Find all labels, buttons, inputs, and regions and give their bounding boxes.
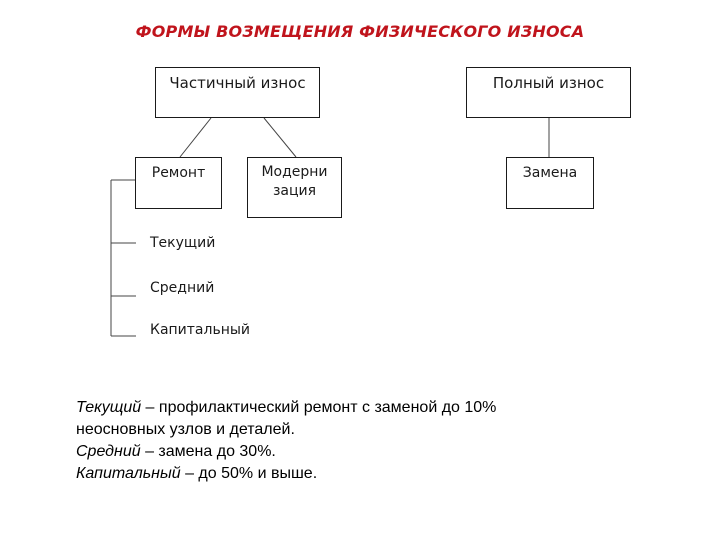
node-repair — [135, 157, 222, 209]
node-partial-wear — [155, 67, 320, 118]
definition-line-4 — [76, 463, 676, 485]
diagram-title: ФОРМЫ ВОЗМЕЩЕНИЯ ФИЗИЧЕСКОГО ИЗНОСА — [135, 22, 585, 41]
definition-term: Текущий — [76, 399, 142, 416]
definition-line-3 — [76, 441, 676, 463]
definition-text: – замена до 30%. — [140, 443, 276, 460]
node-full-wear-label: Полный износ — [492, 74, 605, 92]
connector-partial-repair — [180, 118, 211, 157]
node-full-wear — [466, 67, 631, 118]
connector-partial-modernization — [264, 118, 296, 157]
node-replacement — [506, 157, 594, 209]
repair-type-capital: Капитальный — [150, 322, 251, 338]
node-repair-label: Ремонт — [151, 165, 206, 181]
definition-term: Средний — [76, 443, 141, 460]
node-modernization — [247, 157, 342, 218]
definitions-text — [76, 397, 676, 485]
node-replacement-label: Замена — [522, 165, 578, 181]
repair-type-medium: Средний — [150, 280, 215, 296]
definition-line-1 — [76, 397, 676, 419]
node-partial-wear-label: Частичный износ — [169, 74, 306, 92]
definition-term: Капитальный — [76, 465, 181, 482]
node-modernization-label-line2: зация — [272, 183, 317, 199]
definition-text: – до 50% и выше. — [180, 465, 318, 482]
definition-text: неосновных узлов и деталей. — [76, 421, 295, 438]
node-modernization-label-line1: Модерни — [261, 164, 328, 180]
definition-text: – профилактический ремонт с заменой до 10% — [141, 399, 497, 416]
definition-line-2 — [76, 419, 676, 441]
repair-type-current: Текущий — [150, 235, 216, 251]
